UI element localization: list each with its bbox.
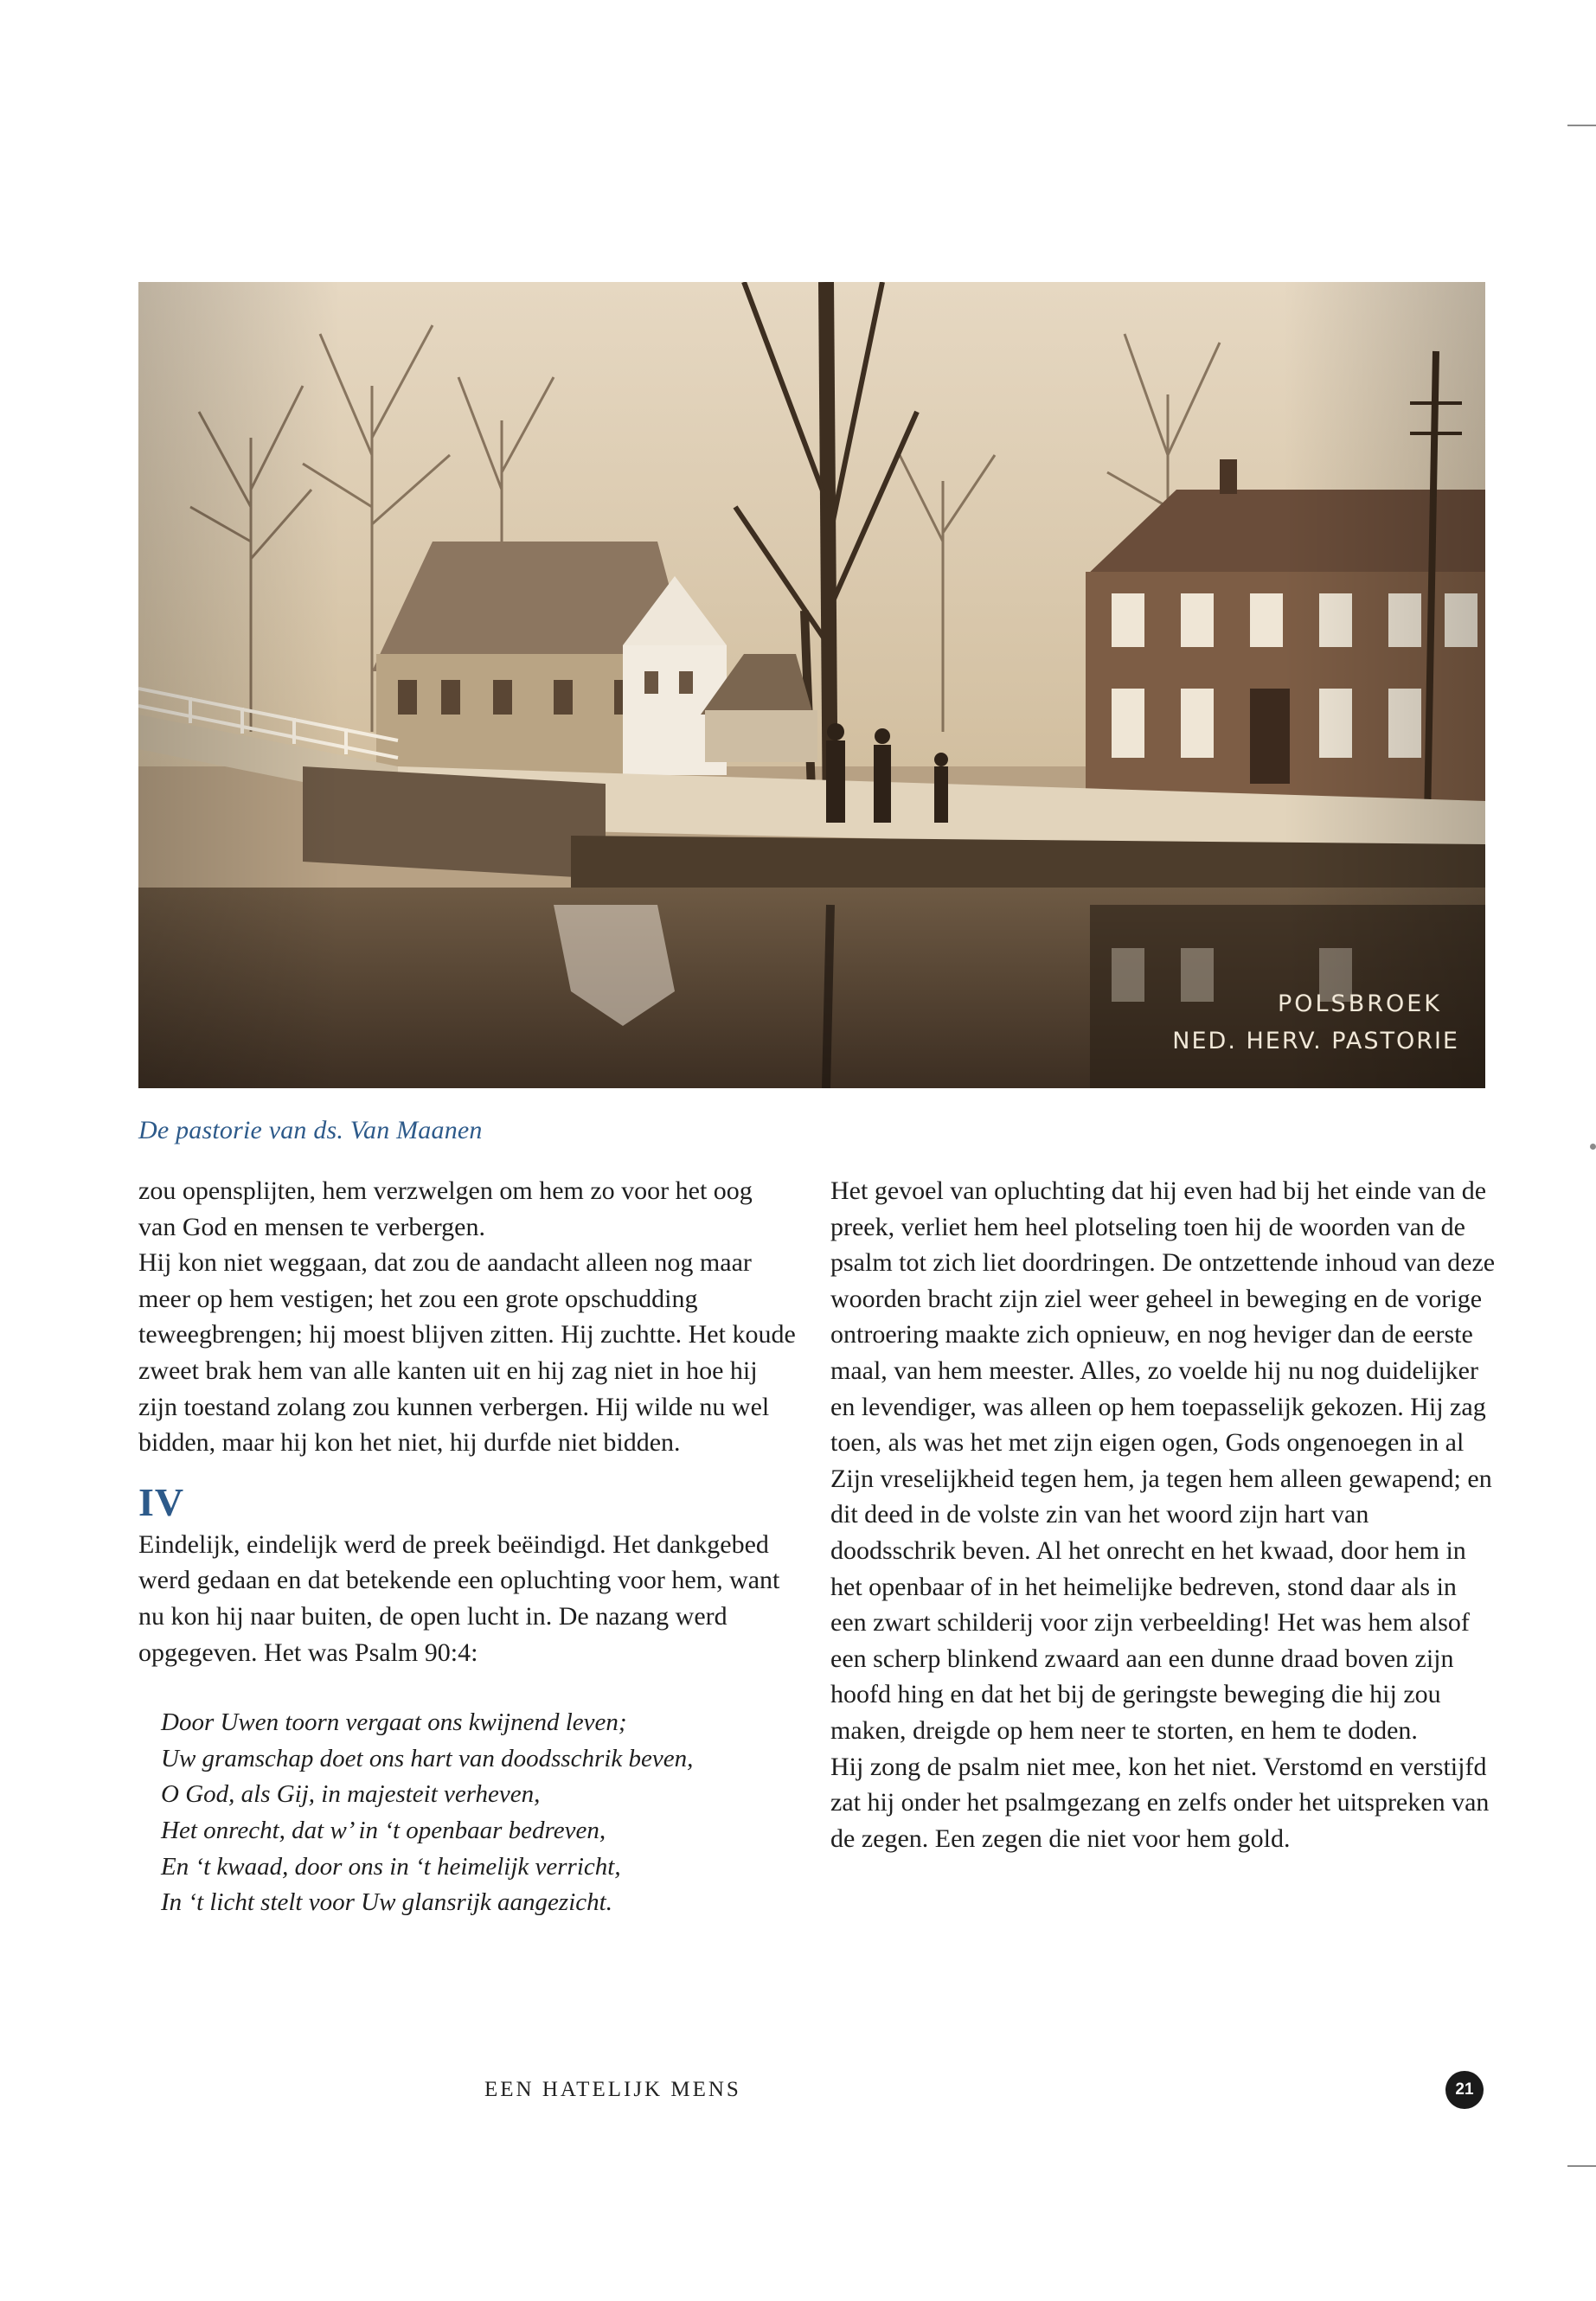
crop-mark-middle-right (1590, 1144, 1596, 1150)
poem-line: Uw gramschap doet ons hart van doodsschrik beven, (161, 1744, 694, 1772)
crop-mark-top-right (1567, 125, 1596, 126)
running-title: EEN HATELIJK MENS (484, 2078, 741, 2101)
photo-label-building: NED. HERV. PASTORIE (1172, 1028, 1459, 1054)
paragraph: Hij kon niet weggaan, dat zou de aandacht alleen nog maar meer op hem vestigen; het zou een grote opschudding teweegbrengen; hij moest blijven zitten. Hij zuchtte. Het koude zweet brak hem van alle kanten uit en hij zag niet in hoe hij zijn toestand zolang zou kunnen verbergen. Hij wilde nu wel bidden, maar hij kon het niet, hij durfde niet bidden. (138, 1248, 796, 1458)
poem-line: Het onrecht, dat w’ in ‘t openbaar bedreven, (161, 1816, 606, 1844)
right-column (830, 1173, 1497, 1856)
page-number-badge: 21 (1445, 2071, 1484, 2109)
paragraph: Eindelijk, eindelijk werd de preek beëindigd. Het dankgebed werd gedaan en dat betekende een opluchting voor hem, want nu kon hij naar buiten, de open lucht in. De nazang werd opgegeven. Het was Psalm 90:4: (138, 1529, 780, 1667)
poem-line: Door Uwen toorn vergaat ons kwijnend leven; (161, 1708, 627, 1737)
photo-label-place: POLSBROEK (1277, 990, 1442, 1017)
paragraph: Het gevoel van opluchting dat hij even had bij het einde van de preek, verliet hem heel plotseling toen hij de woorden van de psalm tot zich liet doordringen. De ontzettende inhoud van deze woorden bracht zijn ziel weer geheel in beweging en de vorige ontroering maakte zich opnieuw, en nog heviger dan de eerste maal, van hem meester. Alles, zo voelde hij nu nog duidelijker en levendiger, was alleen op hem toepasselijk gekozen. Hij zag toen, als was het met zijn eigen ogen, Gods ongenoegen in al Zijn vreselijkheid tegen hem, ja tegen hem alleen gewapend; en dit deed in de volste zin van het woord zijn hart van doodsschrik beven. Al het onrecht en het kwaad, door hem in het openbaar of in het heimelijke bedreven, stond daar als in een zwart schilderij voor zijn verbeelding! Het was hem alsof een scherp blinkend zwaard aan een dunne draad boven zijn hoofd hing en dat het bij de geringste beweging die hij zou maken, dreigde op hem neer te storten, en hem te doden. (830, 1176, 1496, 1745)
poem-line: In ‘t licht stelt voor Uw glansrijk aangezicht. (161, 1888, 612, 1917)
section-heading: IV (138, 1479, 185, 1524)
left-column (138, 1173, 796, 1921)
poem-line: En ‘t kwaad, door ons in ‘t heimelijk verricht, (161, 1852, 621, 1881)
paragraph: Hij zong de psalm niet mee, kon het niet. Verstomd en verstijfd zat hij onder het psalmgezang en zelfs onder het uitspreken van de zegen. Een zegen die niet voor hem gold. (830, 1752, 1490, 1853)
paragraph: zou opensplijten, hem verzwelgen om hem zo voor het oog van God en mensen te verbergen. (138, 1176, 753, 1241)
psalm-quote (138, 1705, 796, 1921)
poem-line: O God, als Gij, in majesteit verheven, (161, 1780, 541, 1809)
crop-mark-bottom-right (1567, 2165, 1596, 2167)
photo-caption: De pastorie van ds. Van Maanen (138, 1116, 483, 1144)
sepia-photo-polsbroek-parsonage-icon (138, 282, 1485, 1088)
parsonage-photo (138, 282, 1485, 1088)
